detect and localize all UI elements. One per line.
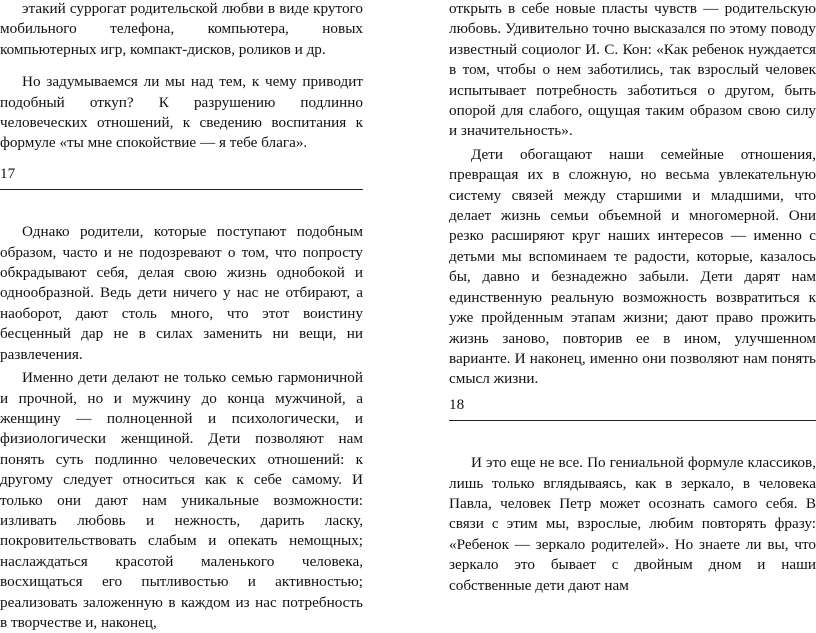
left-paragraph-2: Но задумываемся ли мы над тем, к чему приводит подобный откуп? К разрушению подлинно человеческих отношений, к сведению воспитания к формуле «ты мне спокойствие — я тебе блага». (0, 73, 363, 152)
left-column (0, 0, 363, 633)
page-number-17: 17 (0, 164, 16, 182)
right-paragraph-1: открыть в себе новые пласты чувств — родительскую любовь. Удивительно точно высказался по этому поводу известный социолог И. С. Кон: «Как ребенок нуждается в том, чтобы о нем заботились, так взрослый человек испытывает потребность заботиться о другом, быть опорой для слабого, ощущая таким образом свою силу и значительность». (449, 0, 816, 140)
right-paragraph-2: Дети обогащают наши семейные отношения, превращая их в сложную, но весьма увлекательную систему связей между старшими и младшими, что делает жизнь семьи объемной и многомерной. Они резко расширяют круг наших интересов — именно с детьми мы вспоминаем те радости, которые, казалось бы, давно и безнадежно забыли. Дети дарят нам единственную реальную возможность возвратиться к уже пройденным этапам жизни; дают право прожить жизнь заново, повторив ее в ином, улучшенном варианте. И наконец, именно они позволяют нам понять смысл жизни. (449, 145, 816, 388)
page-separator-right (449, 420, 816, 421)
right-column (449, 0, 816, 596)
left-paragraph-3: Однако родители, которые поступают подобным образом, часто и не подозревают о том, что попросту обкрадывают себя, делая свою жизнь однобокой и однообразной. Ведь дети ничего у нас не отбирают, а наоборот, дают столь много, что этот воистину бесценный дар не в силах заменить ни вещи, ни развлечения. (0, 223, 363, 363)
left-paragraph-1: этакий суррогат родительской любви в виде крутого мобильного телефона, компьютера, новых компьютерных игр, компакт-дисков, роликов и др. (0, 0, 363, 58)
right-paragraph-3: И это еще не все. По гениальной формуле классиков, лишь только вглядываясь, как в зеркало, в человека Павла, человек Петр может осознать самого себя. В связи с этим мы, взрослые, любим повторять фразу: «Ребенок — зеркало родителей». Но знаете ли вы, что зеркало это бывает с двойным дном и наши собственные дети дают нам (449, 454, 816, 594)
left-paragraph-4: Именно дети делают не только семью гармоничной и прочной, но и мужчину до конца мужчиной, а женщину — полноценной и психологически, и физиологически женщиной. Дети позволяют нам понять суть подлинно человеческих отношений: к другому следует относиться как к себе самому. И только они дают нам уникальные возможности: изливать любовь и нежность, дарить ласку, покровительствовать слабым и опекать немощных; наслаждаться красотой маленького человека, восхищаться его пытливостью и активностью; реализовать заложенную в каждом из нас потребность в творчестве и, наконец, (0, 369, 363, 631)
page-separator-left (0, 189, 363, 190)
page-number-18: 18 (449, 395, 465, 413)
